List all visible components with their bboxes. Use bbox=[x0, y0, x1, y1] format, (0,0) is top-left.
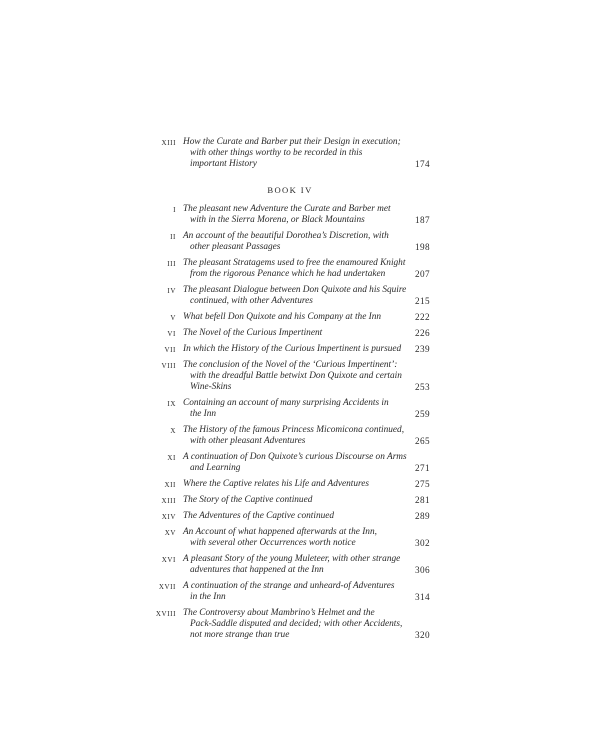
chapter-title bbox=[183, 511, 388, 522]
title-line: other pleasant Passages bbox=[190, 242, 281, 252]
page-number: 174 bbox=[415, 159, 430, 169]
page-number: 281 bbox=[415, 495, 430, 505]
chapter-title bbox=[183, 398, 388, 420]
page-number: 226 bbox=[415, 328, 430, 338]
toc-entry bbox=[150, 452, 430, 474]
title-line: An account of the beautiful Dorothea’s Discretion, with bbox=[183, 231, 389, 241]
page-number: 239 bbox=[415, 344, 430, 354]
chapter-number: IV bbox=[167, 287, 176, 295]
chapter-title bbox=[183, 285, 407, 307]
toc-entry bbox=[150, 495, 430, 506]
chapter-number: XV bbox=[164, 529, 176, 537]
chapter-number: XII bbox=[164, 481, 176, 489]
title-line: The pleasant Dialogue between Don Quixote and his Squire bbox=[183, 285, 407, 295]
chapter-number: IX bbox=[167, 400, 176, 408]
page-number: 215 bbox=[415, 296, 430, 306]
chapter-title bbox=[183, 328, 388, 339]
chapter-number: VII bbox=[164, 346, 176, 354]
chapter-number: XVI bbox=[161, 556, 176, 564]
chapter-title bbox=[183, 608, 403, 641]
title-line: A continuation of the strange and unheard-of Adventures bbox=[183, 581, 395, 591]
title-line: The conclusion of the Novel of the ‘Curious Impertinent’: bbox=[183, 360, 398, 370]
title-line: with other pleasant Adventures bbox=[190, 436, 306, 446]
title-line: continued, with other Adventures bbox=[190, 296, 313, 306]
chapter-title bbox=[183, 581, 395, 603]
title-line: How the Curate and Barber put their Design in execution; bbox=[183, 137, 401, 147]
chapter-title bbox=[183, 495, 388, 506]
page-number: 314 bbox=[415, 592, 430, 602]
title-line: Wine-Skins bbox=[190, 382, 232, 392]
title-line: not more strange than true bbox=[190, 630, 290, 640]
page-number: 320 bbox=[415, 630, 430, 640]
title-line: What befell Don Quixote and his Company at the Inn bbox=[183, 312, 382, 322]
book-heading: BOOK IV bbox=[267, 185, 313, 195]
title-line: with other things worthy to be recorded in this bbox=[190, 148, 363, 158]
toc-entry bbox=[150, 328, 430, 339]
chapter-number: III bbox=[167, 260, 176, 268]
chapter-title bbox=[183, 231, 388, 253]
page-number: 207 bbox=[415, 269, 430, 279]
title-line: In which the History of the Curious Impertinent is pursued bbox=[183, 344, 402, 354]
toc-entry bbox=[150, 258, 430, 280]
toc-entry bbox=[150, 425, 430, 447]
title-line: Where the Captive relates his Life and Adventures bbox=[183, 479, 369, 489]
title-line: The Controversy about Mambrino’s Helmet and the bbox=[183, 608, 375, 618]
chapter-number: II bbox=[170, 233, 176, 241]
toc-entry bbox=[150, 231, 430, 253]
page-number: 271 bbox=[415, 463, 430, 473]
title-line: Containing an account of many surprising Accidents in bbox=[183, 398, 389, 408]
title-line: The History of the famous Princess Micomicona continued, bbox=[183, 425, 405, 435]
chapter-title bbox=[183, 452, 407, 474]
chapter-number: XIV bbox=[161, 513, 176, 521]
title-line: with in the Sierra Morena, or Black Mountains bbox=[190, 215, 365, 225]
toc-entries bbox=[150, 204, 430, 641]
title-line: The Adventures of the Captive continued bbox=[183, 511, 335, 521]
toc-entry bbox=[150, 608, 430, 641]
page-number: 306 bbox=[415, 565, 430, 575]
chapter-number: XI bbox=[167, 454, 176, 462]
title-line: important History bbox=[190, 159, 257, 169]
page-number: 222 bbox=[415, 312, 430, 322]
chapter-title bbox=[183, 312, 388, 323]
page-number: 265 bbox=[415, 436, 430, 446]
page-number: 275 bbox=[415, 479, 430, 489]
page-number: 302 bbox=[415, 538, 430, 548]
chapter-title bbox=[183, 344, 402, 355]
chapter-number: VIII bbox=[161, 362, 176, 370]
chapter-title bbox=[183, 554, 401, 576]
title-line: A pleasant Story of the young Muleteer, with other strange bbox=[183, 554, 401, 564]
page-number: 187 bbox=[415, 215, 430, 225]
toc-entry bbox=[150, 285, 430, 307]
chapter-number: X bbox=[170, 427, 176, 435]
title-line: the Inn bbox=[190, 409, 217, 419]
toc-entry bbox=[150, 554, 430, 576]
title-line: in the Inn bbox=[190, 592, 226, 602]
title-line: adventures that happened at the Inn bbox=[190, 565, 324, 575]
table-of-contents bbox=[150, 137, 430, 646]
title-line: A continuation of Don Quixote’s curious Discourse on Arms bbox=[183, 452, 407, 462]
toc-entry bbox=[150, 527, 430, 549]
toc-entry bbox=[150, 511, 430, 522]
chapter-title bbox=[183, 258, 406, 280]
chapter-number: XIII bbox=[161, 139, 176, 147]
toc-entry bbox=[150, 312, 430, 323]
chapter-number: XVII bbox=[158, 583, 176, 591]
title-line: The Story of the Captive continued bbox=[183, 495, 313, 505]
toc-entry bbox=[150, 137, 430, 170]
chapter-title bbox=[183, 479, 388, 490]
toc-entry bbox=[150, 398, 430, 420]
title-line: Pack-Saddle disputed and decided; with other Accidents, bbox=[190, 619, 403, 629]
chapter-number: XIII bbox=[161, 497, 176, 505]
title-line: The pleasant Stratagems used to free the enamoured Knight bbox=[183, 258, 406, 268]
title-line: with the dreadful Battle betwixt Don Quixote and certain bbox=[190, 371, 402, 381]
chapter-title bbox=[183, 527, 388, 549]
toc-entry bbox=[150, 204, 430, 226]
chapter-title bbox=[183, 204, 391, 226]
page-number: 289 bbox=[415, 511, 430, 521]
chapter-number: V bbox=[170, 314, 176, 322]
page-number: 259 bbox=[415, 409, 430, 419]
toc-entry bbox=[150, 581, 430, 603]
toc-entry bbox=[150, 360, 430, 393]
title-line: and Learning bbox=[190, 463, 241, 473]
title-line: from the rigorous Penance which he had undertaken bbox=[190, 269, 386, 279]
chapter-number: I bbox=[173, 206, 176, 214]
toc-entry bbox=[150, 344, 430, 355]
title-line: The Novel of the Curious Impertinent bbox=[183, 328, 323, 338]
title-line: The pleasant new Adventure the Curate and Barber met bbox=[183, 204, 391, 214]
page-number: 253 bbox=[415, 382, 430, 392]
chapter-title bbox=[183, 137, 401, 170]
chapter-number: XVIII bbox=[155, 610, 176, 618]
chapter-title bbox=[183, 360, 402, 393]
toc-entry bbox=[150, 479, 430, 490]
title-line: with several other Occurrences worth notice bbox=[190, 538, 356, 548]
page-number: 198 bbox=[415, 242, 430, 252]
chapter-title bbox=[183, 425, 405, 447]
title-line: An Account of what happened afterwards at the Inn, bbox=[183, 527, 377, 537]
chapter-number: VI bbox=[167, 330, 176, 338]
